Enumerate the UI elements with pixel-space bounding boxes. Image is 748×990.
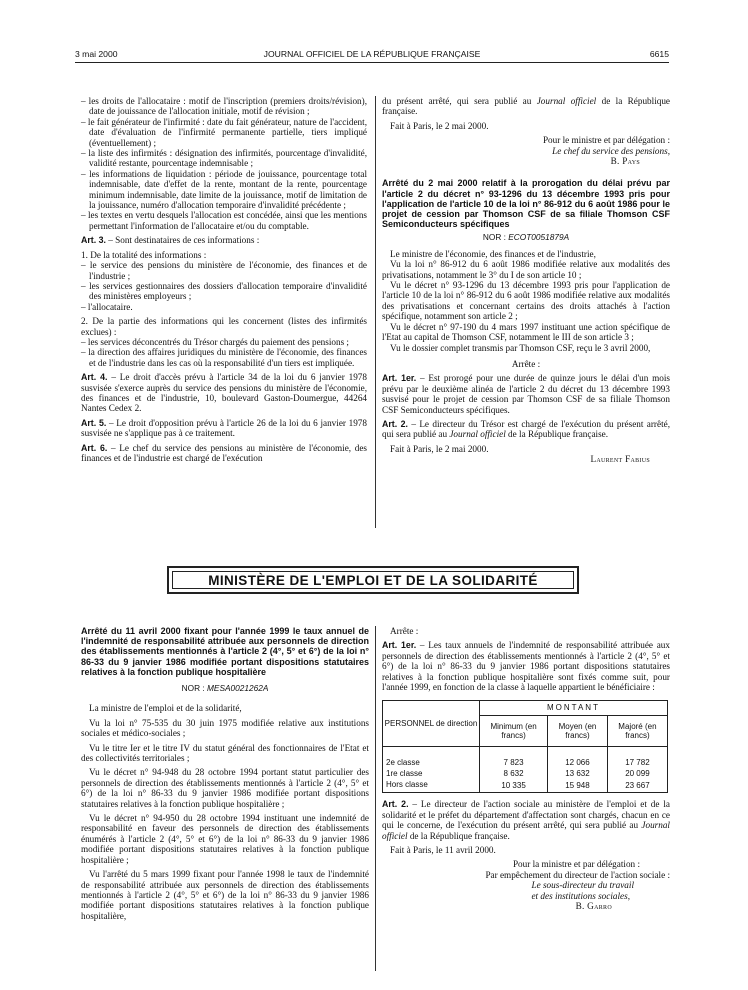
visa: Vu la loi n° 86-912 du 6 août 1986 modifiée relative aux modalités des privatisations, notamment le 3° du I de son article 10 ; — [382, 259, 670, 280]
visa: Vu la loi n° 75-535 du 30 juin 1975 modifiée relative aux institutions sociales et médico-sociales ; — [81, 717, 369, 739]
list-item: – l'allocataire. — [81, 301, 133, 312]
visa: Vu le décret n° 94-950 du 28 octobre 1994 instituant une indemnité de responsabilité en faveur des personnels de direction des établissements énumérés à l'article 2 (4°, 5° et 6°) de la loi n° 86-33 du 9 janvier 1986 modifiée portant dispositions statutaires relatives à la fonction publique hospitalière ; — [81, 813, 369, 865]
page-number: 6615 — [649, 49, 669, 59]
article-1: Art. 1er. – Les taux annuels de l'indemnité de responsabilité attribuée aux personnels de direction des établissements mentionnés à l'article 2 (4°, 5° et 6°) de la loi n° 86-33 du 9 janvier 1986 portant dispositions statutaires relatives à la fonction publique hospitalière sont fixés comme suit, pour l'année 1999, en fonction de la classe à laquelle appartient le bénéficiaire : — [382, 640, 670, 693]
signature-line: Le sous-directeur du travail — [531, 880, 634, 891]
table-row: 1re classe 8 632 13 632 20 099 — [383, 768, 668, 779]
page-header — [75, 49, 669, 63]
column-4 — [382, 626, 670, 912]
visa: Vu le titre Ier et le titre IV du statut général des fonctionnaires de l'Etat et des collectivités territoriales ; — [81, 742, 369, 764]
list-item: – les services déconcentrés du Trésor chargés du paiement des pensions ; — [81, 336, 349, 347]
signature-line: Par empêchement du directeur de l'action sociale : — [485, 869, 670, 880]
list-item: – le service des pensions du ministère de l'économie, des finances et de l'industrie ; — [81, 260, 367, 281]
rates-table — [382, 700, 668, 793]
column-divider-bottom — [375, 626, 376, 971]
list-item: – les textes en vertu desquels l'allocation est concédée, ainsi que les mentions permettant l'information de l'allocataire et/ou du comptable. — [81, 210, 367, 231]
arrete-label: Arrête : — [390, 626, 419, 636]
fait-a-paris: Fait à Paris, le 2 mai 2000. — [390, 120, 489, 131]
signatory: B. Garro — [575, 901, 612, 912]
ministry-banner — [167, 566, 579, 594]
continuation-text: du présent arrêté, qui sera publié au Journal officiel de la République française. — [382, 96, 671, 117]
article-5: Art. 5. – Le droit d'opposition prévu à l'article 26 de la loi du 6 janvier 1978 susvisée ne s'applique pas à ce traitement. — [81, 417, 367, 439]
visa: Le ministre de l'économie, des finances et de l'industrie, — [390, 248, 596, 259]
art3-point-2: 2. De la partie des informations qui les concernent (listes des infirmités exclues) : — [81, 316, 367, 337]
table-row: Hors classe 10 335 15 948 23 667 — [383, 779, 668, 793]
visa: Vu le décret n° 97-190 du 4 mars 1997 instituant une action spécifique de l'Etat au capital de Thomson CSF, notamment le III de son article 3 ; — [382, 321, 670, 343]
art3-point-1: 1. De la totalité des informations : — [81, 249, 207, 260]
header-date: 3 mai 2000 — [75, 49, 118, 59]
list-item: – les droits de l'allocataire : motif de l'inscription (premiers droits/révision), date de jouissance de l'allocation initiale, motif de révision ; — [81, 96, 367, 117]
column-2 — [382, 96, 670, 465]
nor-reference: NOR : MESA0021262A — [181, 683, 269, 694]
signatory: Laurent Fabius — [590, 454, 650, 465]
table-header-minimum: Minimum (en francs) — [480, 716, 548, 747]
table-spacer-row — [383, 747, 668, 758]
column-1 — [81, 96, 367, 463]
nor-reference: NOR : ECOT0051879A — [482, 232, 570, 243]
column-divider-top — [375, 96, 376, 528]
journal-title: JOURNAL OFFICIEL DE LA RÉPUBLIQUE FRANÇAISE — [263, 49, 481, 59]
column-3 — [81, 626, 369, 921]
header-rule — [75, 62, 669, 63]
signature-line: Pour le ministre et par délégation : — [542, 135, 670, 146]
list-item: – la direction des affaires juridiques du ministère de l'économie, des finances et de l'industrie dans les cas où la responsabilité d'un tiers est impliquée. — [81, 347, 367, 368]
signature-line: Le chef du service des pensions, — [552, 145, 670, 156]
article-6: Art. 6. – Le chef du service des pensions au ministère de l'économie, des finances et de l'industrie est chargé de l'exécution — [81, 442, 367, 463]
table-row: 2e classe 7 823 12 066 17 782 — [383, 757, 668, 768]
article-2: Art. 2. – Le directeur de l'action sociale au ministère de l'emploi et de la solidarité et le préfet du département d'affectation sont chargés, chacun en ce qui le concerne, de l'exécution du présent arrêté, qui sera publié au Journal officiel de la République française. — [382, 799, 670, 841]
article-3: Art. 3. – Sont destinataires de ces informations : — [81, 235, 260, 246]
fait-a-paris: Fait à Paris, le 2 mai 2000. — [390, 443, 489, 454]
signatory: B. Pays — [610, 156, 640, 167]
ministry-title: MINISTÈRE DE L'EMPLOI ET DE LA SOLIDARITÉ — [172, 571, 574, 589]
arrete-label: Arrête : — [511, 358, 541, 369]
list-item: – les services gestionnaires des dossiers d'allocation temporaire d'invalidité des ministères employeurs ; — [81, 280, 367, 302]
table-header-personnel: PERSONNEL de direction — [383, 701, 480, 747]
visa: Vu le dossier complet transmis par Thomson CSF, reçu le 3 avril 2000, — [390, 342, 651, 353]
visa: Vu le décret n° 93-1296 du 13 décembre 1993 pris pour l'application de l'article 10 de la loi n° 86-912 du 6 août 1986 modifiée relative aux modalités des privatisations et concernant certains des droits attachés à l'action spécifique, notamment son article 2 ; — [382, 280, 670, 322]
fait-a-paris: Fait à Paris, le 11 avril 2000. — [390, 845, 496, 856]
table-header-montant: MONTANT — [480, 701, 668, 716]
list-item: – le fait générateur de l'infirmité : date du fait générateur, nature de l'accident, date d'évaluation de l'infirmité permanente partielle, tiers impliqué (éventuellement) ; — [81, 116, 367, 148]
arrete-title: Arrêté du 2 mai 2000 relatif à la prorogation du délai prévu par l'article 2 du décret n° 93-1296 du 13 décembre 1993 pris pour l'application de l'article 10 de la loi n° 86-912 du 6 août 1986 pour le projet de cession par Thomson CSF de sa filiale Thomson CSF Semiconducteurs spécifiques — [382, 178, 670, 230]
visa: Vu l'arrêté du 5 mars 1999 fixant pour l'année 1998 le taux de l'indemnité de responsabilité attribuée aux personnels de direction des établissements mentionnés à l'article 2 (4°, 5° et 6°) de la loi n° 86-33 du 9 janvier 1986 modifiée portant dispositions statutaires relatives à la fonction publique hospitalière, — [81, 869, 369, 921]
arrete-title: Arrêté du 11 avril 2000 fixant pour l'année 1999 le taux annuel de l'indemnité de responsabilité attribuée aux personnels de direction des établissements mentionnés à l'article 2 (4°, 5° et 6°) de la loi n° 86-33 du 9 janvier 1986 modifiée portant dispositions statutaires relatives à la fonction publique hospitalière — [81, 626, 369, 677]
article-1: Art. 1er. – Est prorogé pour une durée de quinze jours le délai d'un mois prévu par le deuxième alinéa de l'article 2 du décret du 13 décembre 1993 susvisé pour le projet de cession par Thomson CSF de sa filiale Thomson CSF Semiconducteurs spécifiques. — [382, 373, 670, 415]
table-header-majore: Majoré (en francs) — [607, 716, 667, 747]
list-item: – la liste des infirmités : désignation des infirmités, pourcentage d'invalidité, validité restante, pourcentage indemnisable ; — [81, 148, 367, 169]
visa: La ministre de l'emploi et de la solidarité, — [89, 703, 242, 714]
signature-line: et des institutions sociales, — [531, 890, 630, 901]
visa: Vu le décret n° 94-948 du 28 octobre 1994 portant statut particulier des personnels de direction des établissements mentionnés à l'article 2 (4°, 5° et 6°) de la loi n° 86-33 du 9 janvier 1986 modifiée portant dispositions statutaires relatives à la fonction publique hospitalière ; — [81, 767, 369, 809]
article-4: Art. 4. – Le droit d'accès prévu à l'article 34 de la loi du 6 janvier 1978 susvisée s'exerce auprès du service des pensions du ministère de l'économie, des finances et de l'industrie, 10, boulevard Gaston-Doumergue, 44264 Nantes Cedex 2. — [81, 372, 367, 414]
list-item: – les informations de liquidation : période de jouissance, pourcentage total indemnisable, date d'effet de la rente, montant de la rente, pourcentage minimum indemnisable, date limite de la jouissance, motif de limitation de la jouissance, numéro d'allocation temporaire d'invalidité précédente ; — [81, 168, 367, 211]
table-header-moyen: Moyen (en francs) — [548, 716, 608, 747]
signature-line: Pour la ministre et par délégation : — [512, 859, 640, 870]
article-2: Art. 2. – Le directeur du Trésor est chargé de l'exécution du présent arrêté, qui sera publié au Journal officiel de la République française. — [382, 418, 670, 440]
